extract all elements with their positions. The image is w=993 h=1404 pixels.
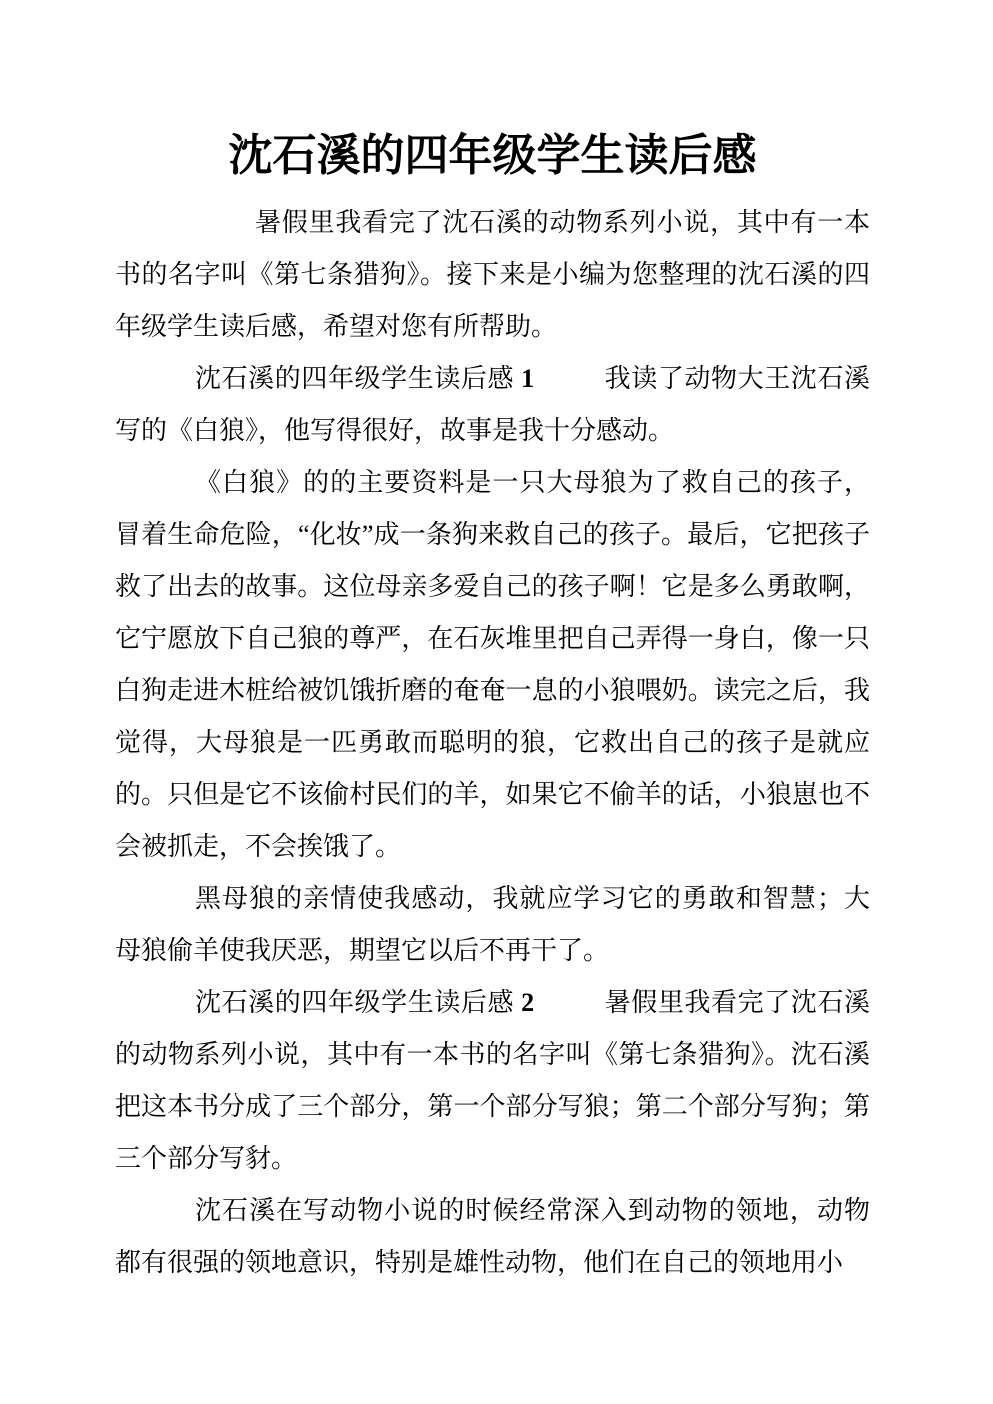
page-title: 沈石溪的四年级学生读后感 <box>228 131 757 180</box>
paragraph <box>115 457 870 873</box>
section-number: 1 <box>521 364 535 393</box>
section-number: 2 <box>521 988 535 1017</box>
paragraph <box>115 873 870 977</box>
paragraph <box>115 353 870 457</box>
paragraph-text: 黑母狼的亲情使我感动，我就应学习它的勇敢和智慧；大母狼偷羊使我厌恶，期望它以后不再干了。 <box>115 884 870 965</box>
paragraph <box>115 1185 870 1289</box>
paragraph-text: 《白狼》的的主要资料是一只大母狼为了救自己的孩子，冒着生命危险，“化妆”成一条狗来救自己的孩子。最后，它把孩子救了出去的故事。这位母亲多爱自己的孩子啊！它是多么勇敢啊，它宁愿放下自己狼的尊严，在石灰堆里把自己弄得一身白，像一只白狗走进木桩给被饥饿折磨的奄奄一息的小狼喂奶。读完之后，我觉得，大母狼是一匹勇敢而聪明的狼，它救出自己的孩子是就应的。只但是它不该偷村民们的羊，如果它不偷羊的话，小狼崽也不会被抓走，不会挨饿了。 <box>115 468 870 861</box>
paragraph <box>115 977 870 1185</box>
paragraph-text: 沈石溪的四年级学生读后感 <box>195 364 515 393</box>
paragraph-text: 沈石溪的四年级学生读后感 <box>195 988 515 1017</box>
paragraph <box>115 197 870 353</box>
paragraph-text: 我读了动物大王沈石溪写的《白狼》，他写得很好，故事是我十分感动。 <box>115 364 870 445</box>
document-body <box>115 197 870 1289</box>
paragraph-text: 沈石溪在写动物小说的时候经常深入到动物的领地，动物都有很强的领地意识，特别是雄性动物，他们在自己的领地用小 <box>115 1196 870 1277</box>
paragraph-text: 暑假里我看完了沈石溪的动物系列小说，其中有一本书的名字叫《第七条猎狗》。沈石溪把这本书分成了三个部分，第一个部分写狼；第二个部分写狗；第三个部分写豺。 <box>115 988 870 1173</box>
paragraph-text: 暑假里我看完了沈石溪的动物系列小说，其中有一本书的名字叫《第七条猎狗》。接下来是小编为您整理的沈石溪的四年级学生读后感，希望对您有所帮助。 <box>115 208 870 341</box>
